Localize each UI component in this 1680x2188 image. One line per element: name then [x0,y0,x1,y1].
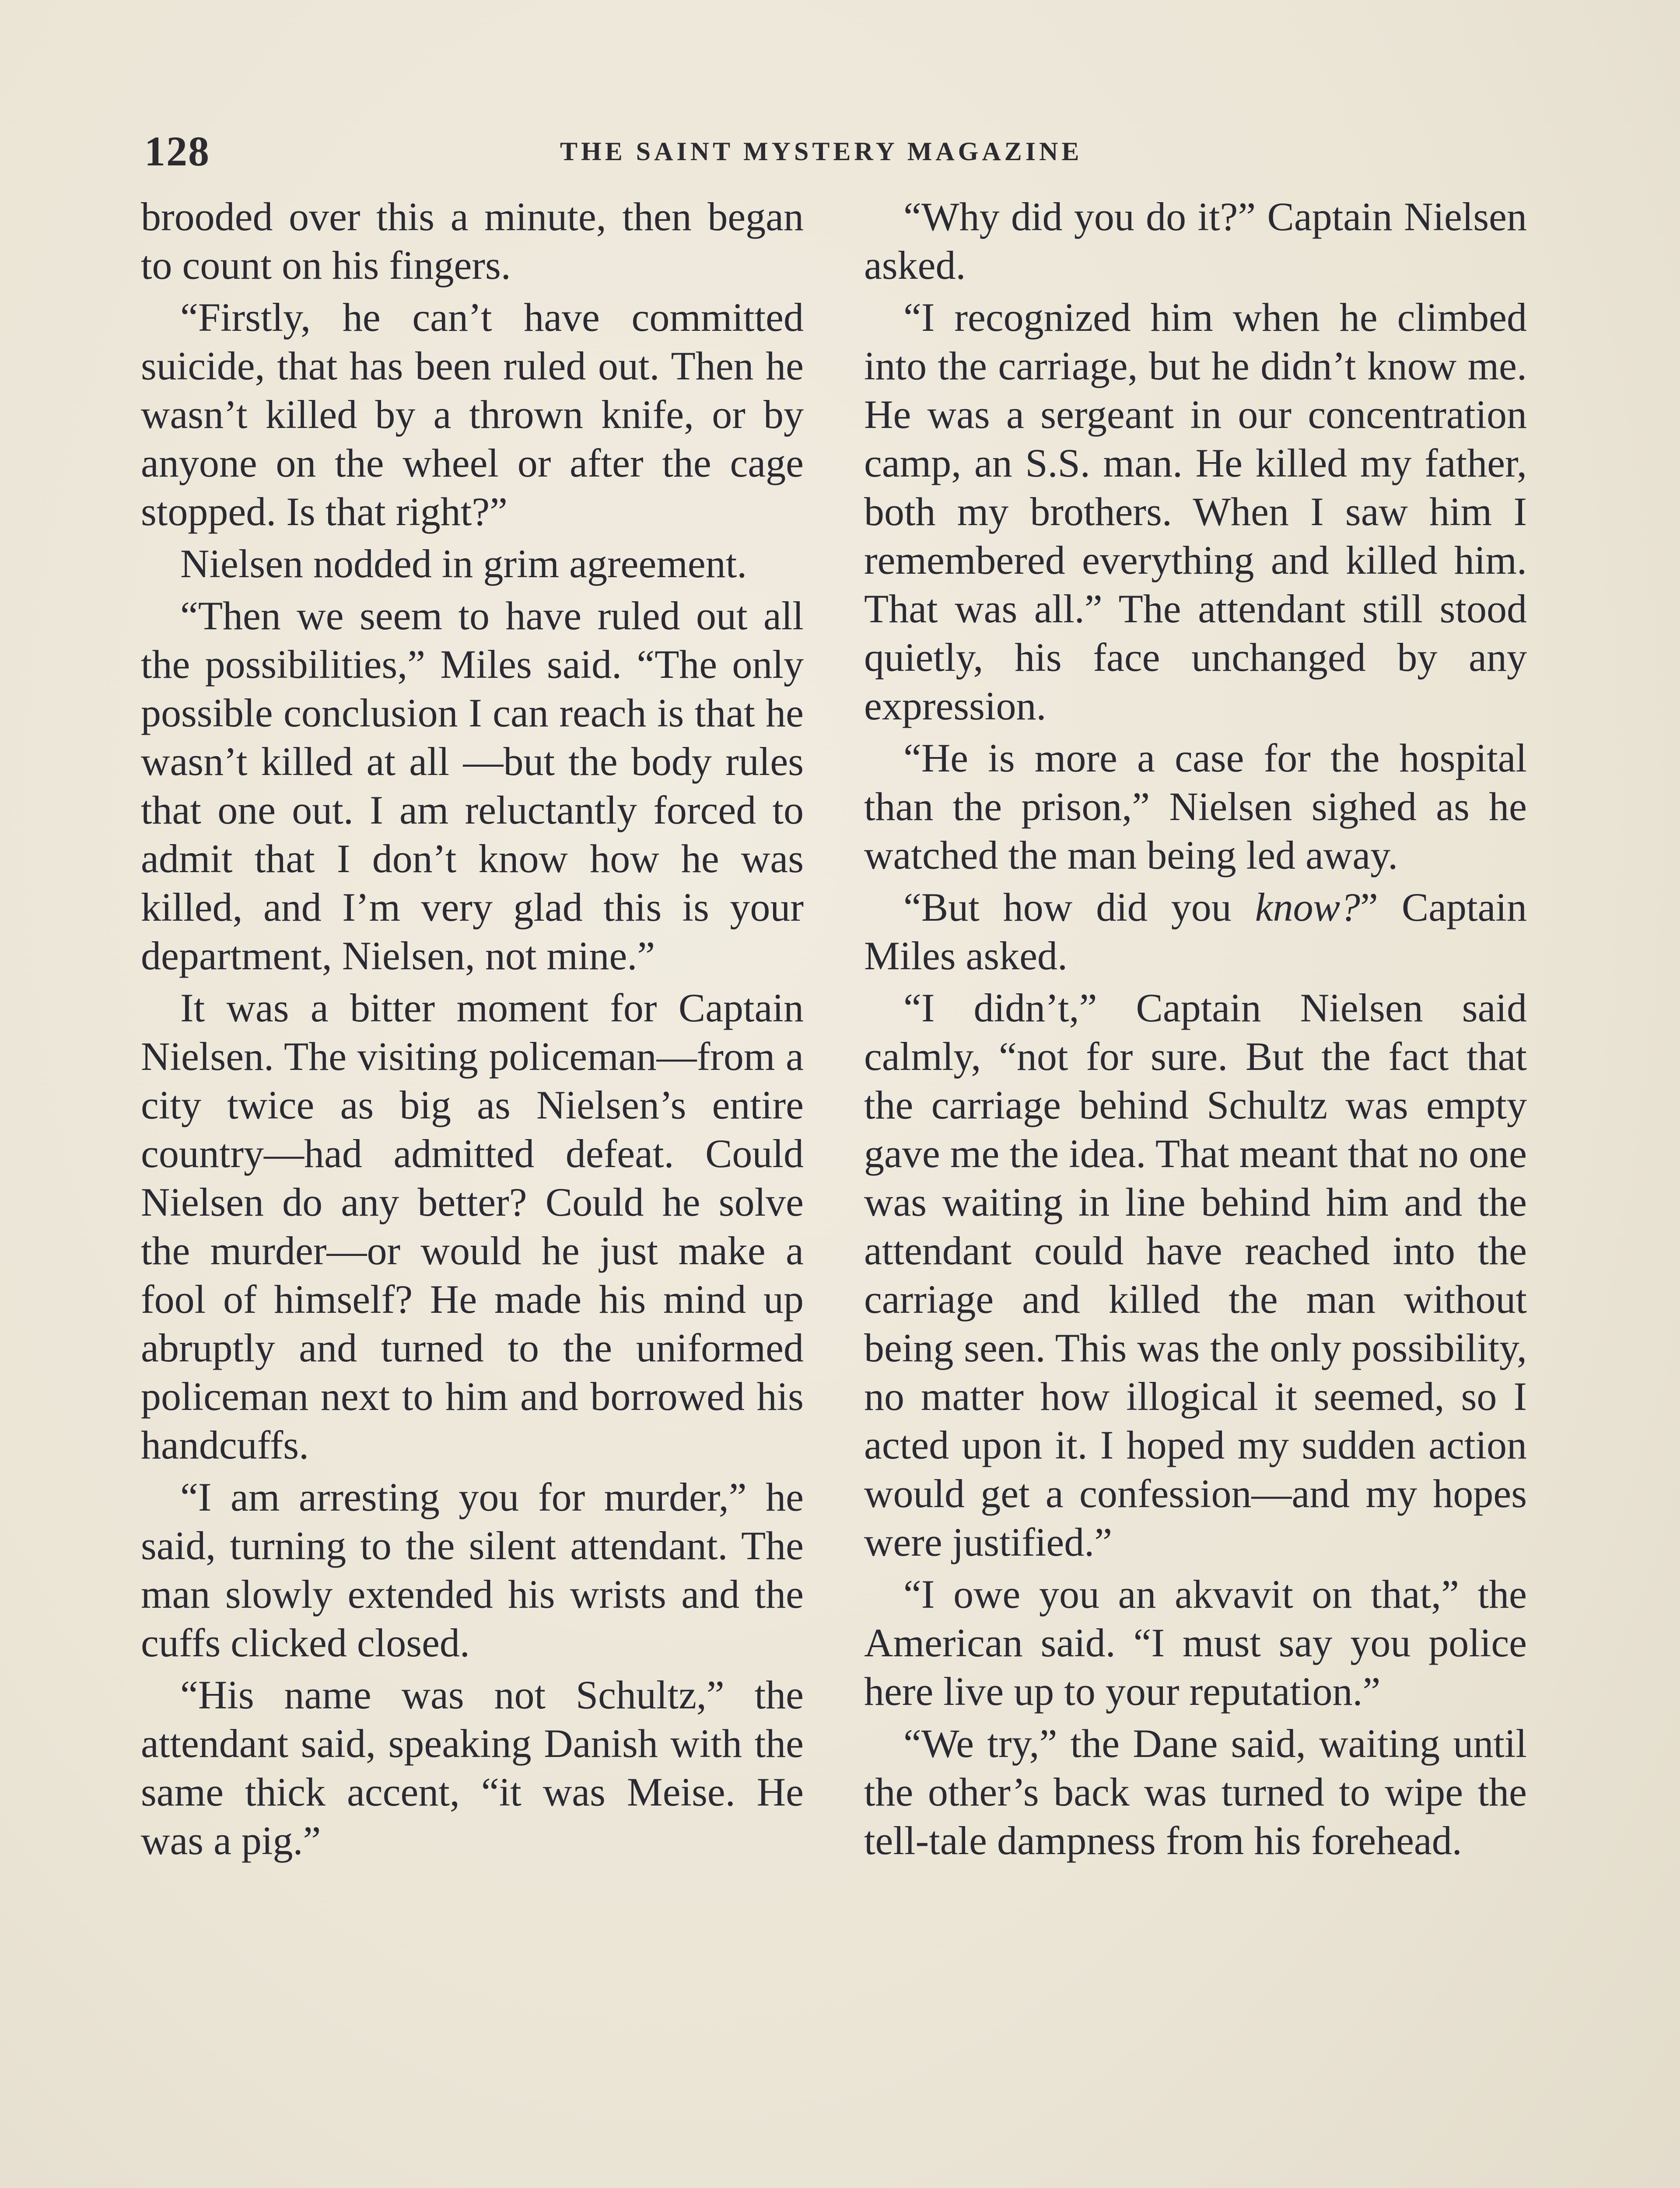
page-number: 128 [144,128,210,175]
paragraph: brooded over this a minute, then began to count on his fingers. [141,194,804,288]
paragraph: “He is more a case for the hospital than the prison,” Nielsen sighed as he watched the man being led away. [864,736,1527,877]
paragraph: “Why did you do it?” Captain Nielsen asked. [864,194,1527,288]
right-column [864,193,1527,1869]
paragraph: “I didn’t,” Captain Nielsen said calmly, “not for sure. But the fact that the carriage behind Schultz was empty gave me the idea. That meant that no one was waiting in line behind him and the attendant could have reached into the carriage and killed the man without being seen. This was the only possibility, no matter how illogical it seemed, so I acted upon it. I hoped my sudden action would get a confession—and my hopes were justified.” [864,985,1527,1564]
paragraph: It was a bitter moment for Captain Nielsen. The visiting policeman—from a city twice as big as Nielsen’s entire country—had admitted defeat. Could Nielsen do any better? Could he solve the murder—or would he just make a fool of himself? He made his mind up abruptly and turned to the uniformed policeman next to him and borrowed his handcuffs. [141,985,804,1467]
paragraph-text: ” Captain Miles asked. [864,885,1527,978]
paragraph [864,883,1527,980]
left-column [141,193,804,1869]
paragraph: “I am arresting you for murder,” he said, turning to the silent attendant. The man slowly extended his wrists and the cuffs clicked closed. [141,1475,804,1665]
paragraph-text: “But how did you [903,885,1255,929]
running-head [144,127,1544,175]
paragraph: “I recognized him when he climbed into the carriage, but he didn’t know me. He was a sergeant in our concentration camp, an S.S. man. He killed my father, both my brothers. When I saw him I remembered everything and killed him. That was all.” The attendant still stood quietly, his face unchanged by any expression. [864,295,1527,728]
paragraph: Nielsen nodded in grim agreement. [180,541,747,586]
paragraph: “Firstly, he can’t have committed suicide, that has been ruled out. Then he wasn’t killed by a thrown knife, or by anyone on the wheel or after the cage stopped. Is that right?” [141,295,804,534]
paragraph: “We try,” the Dane said, waiting until the other’s back was turned to wipe the tell-tale dampness from his forehead. [864,1721,1527,1863]
emphasis-text: know? [1255,885,1360,929]
paragraph: “I owe you an akvavit on that,” the American said. “I must say you police here live up to your reputation.” [864,1572,1527,1714]
magazine-title: THE SAINT MYSTERY MAGAZINE [560,137,1083,166]
paragraph: “His name was not Schultz,” the attendant said, speaking Danish with the same thick accent, “it was Meise. He was a pig.” [141,1673,804,1863]
paragraph: “Then we seem to have ruled out all the possibilities,” Miles said. “The only possible conclusion I can reach is that he wasn’t killed at all —but the body rules that one out. I am reluctantly forced to admit that I don’t know how he was killed, and I’m very glad this is your department, Nielsen, not mine.” [141,593,804,978]
